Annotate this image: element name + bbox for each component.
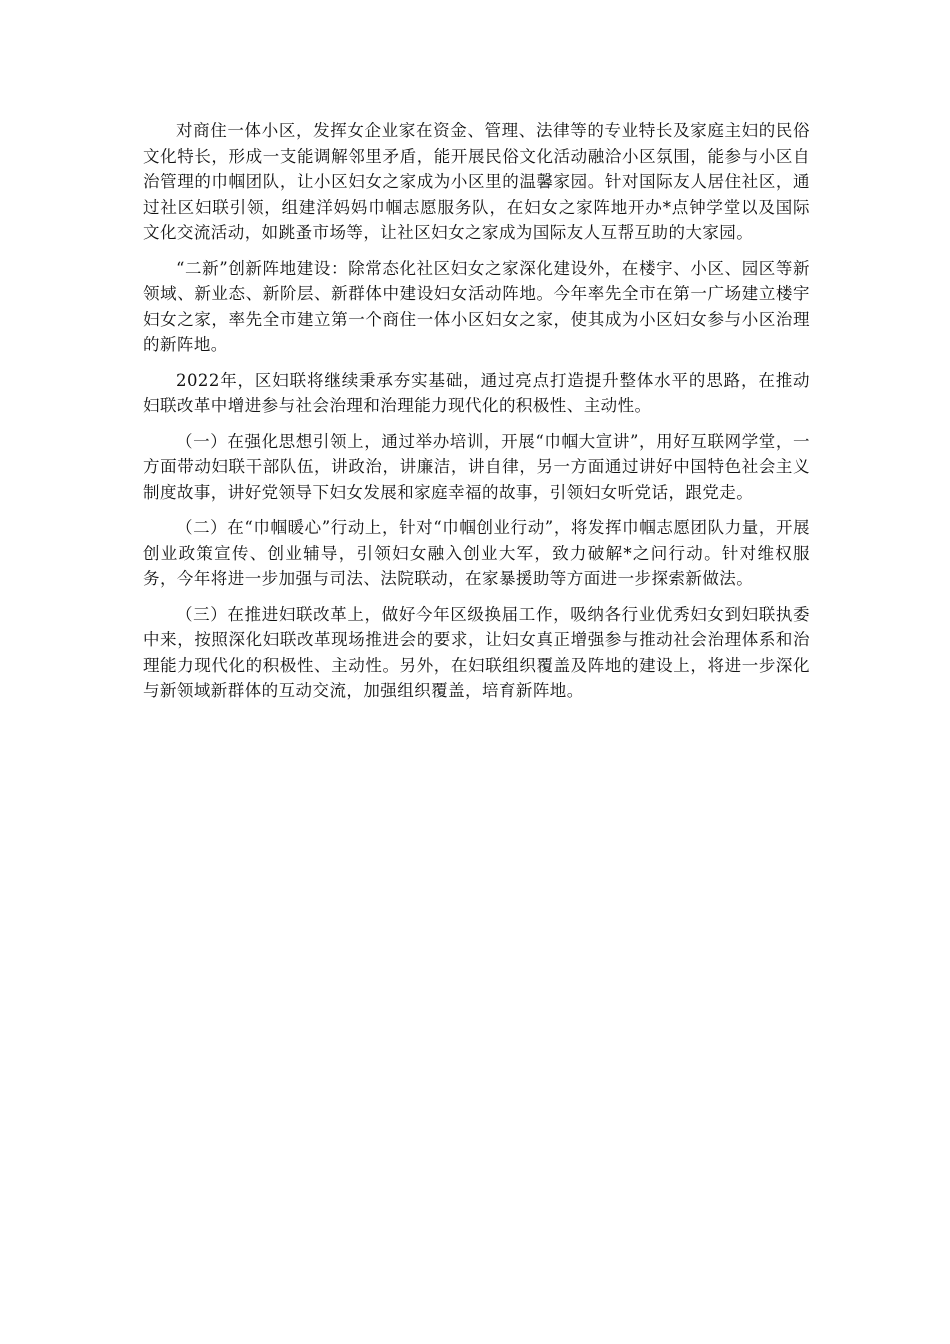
paragraph-2022-plan: 2022年，区妇联将继续秉承夯实基础，通过亮点打造提升整体水平的思路，在推动妇联改革中增进参与社会治理和治理能力现代化的积极性、主动性。 [143,370,810,415]
paragraph-ideological-guidance: （一）在强化思想引领上，通过举办培训，开展“巾帼大宣讲”，用好互联网学堂，一方面带动妇联干部队伍，讲政治，讲廉洁，讲自律，另一方面通过讲好中国特色社会主义制度故事，讲好党领导下妇女发展和家庭幸福的故事，引领妇女听党话，跟党走。 [143,431,810,502]
paragraph-federation-reform: （三）在推进妇联改革上，做好今年区级换届工作，吸纳各行业优秀妇女到妇联执委中来，按照深化妇联改革现场推进会的要求，让妇女真正增强参与推动社会治理体系和治理能力现代化的积极性、主动性。另外，在妇联组织覆盖及阵地的建设上，将进一步深化与新领域新群体的互动交流，加强组织覆盖，培育新阵地。 [143,604,810,700]
document-body [143,118,810,714]
paragraph-community-volunteer-teams: 对商住一体小区，发挥女企业家在资金、管理、法律等的专业特长及家庭主妇的民俗文化特长，形成一支能调解邻里矛盾，能开展民俗文化活动融洽小区氛围，能参与小区自治管理的巾帼团队，让小区妇女之家成为小区里的温馨家园。针对国际友人居住社区，通过社区妇联引领，组建洋妈妈巾帼志愿服务队，在妇女之家阵地开办*点钟学堂以及国际文化交流活动，如跳蚤市场等，让社区妇女之家成为国际友人互帮互助的大家园。 [143,121,810,242]
paragraph-new-positions-construction: “二新”创新阵地建设：除常态化社区妇女之家深化建设外，在楼宇、小区、园区等新领域、新业态、新阶层、新群体中建设妇女活动阵地。今年率先全市在第一广场建立楼宇妇女之家，率先全市建立第一个商住一体小区妇女之家，使其成为小区妇女参与小区治理的新阵地。 [143,258,810,354]
paragraph-warm-heart-action: （二）在“巾帼暖心”行动上，针对“巾帼创业行动”，将发挥巾帼志愿团队力量，开展创业政策宣传、创业辅导，引领妇女融入创业大军，致力破解*之问行动。针对维权服务，今年将进一步加强与司法、法院联动，在家暴援助等方面进一步探索新做法。 [143,518,810,588]
